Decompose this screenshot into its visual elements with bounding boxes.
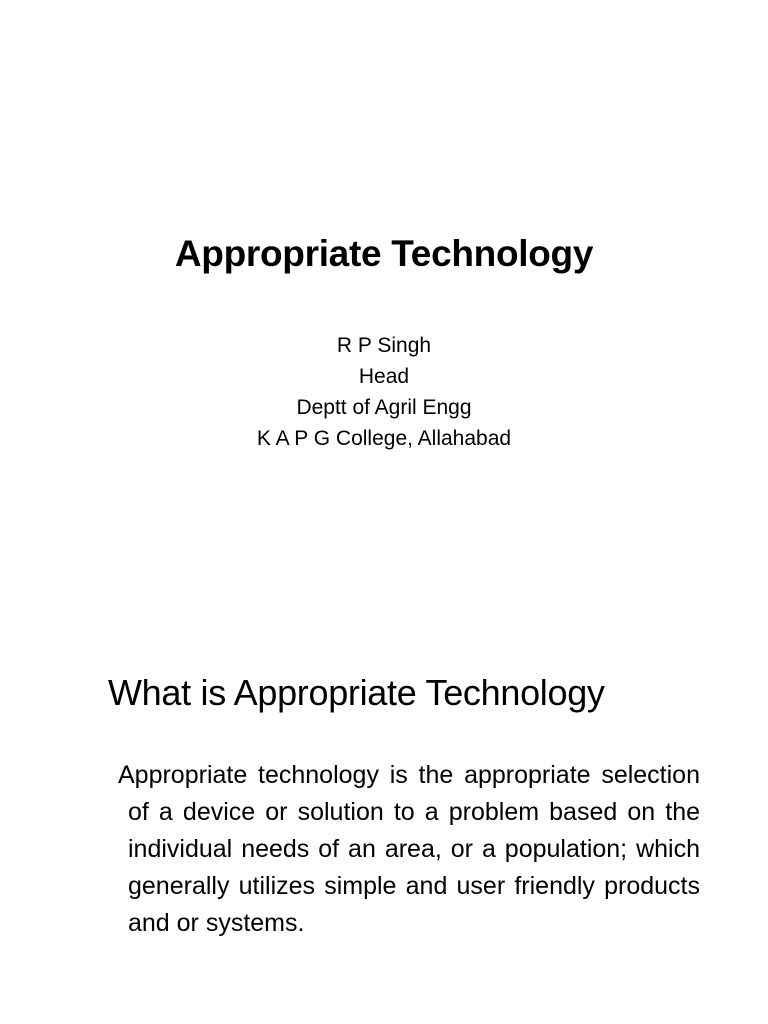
author-info — [0, 330, 768, 454]
slide-title: Appropriate Technology — [174, 233, 594, 274]
slide-heading: What is Appropriate Technology — [108, 672, 605, 713]
author-department: Deptt of Agril Engg — [296, 396, 472, 419]
content-slide — [0, 512, 768, 1024]
author-institution: K A P G College, Allahabad — [256, 427, 512, 450]
author-name: R P Singh — [336, 334, 432, 357]
definition-paragraph: Appropriate technology is the appropriate selection of a device or solution to a problem based on the individual needs of an area, or a population; which generally utilizes simple and user friendly products and or systems. — [118, 761, 700, 937]
author-position: Head — [358, 365, 410, 388]
